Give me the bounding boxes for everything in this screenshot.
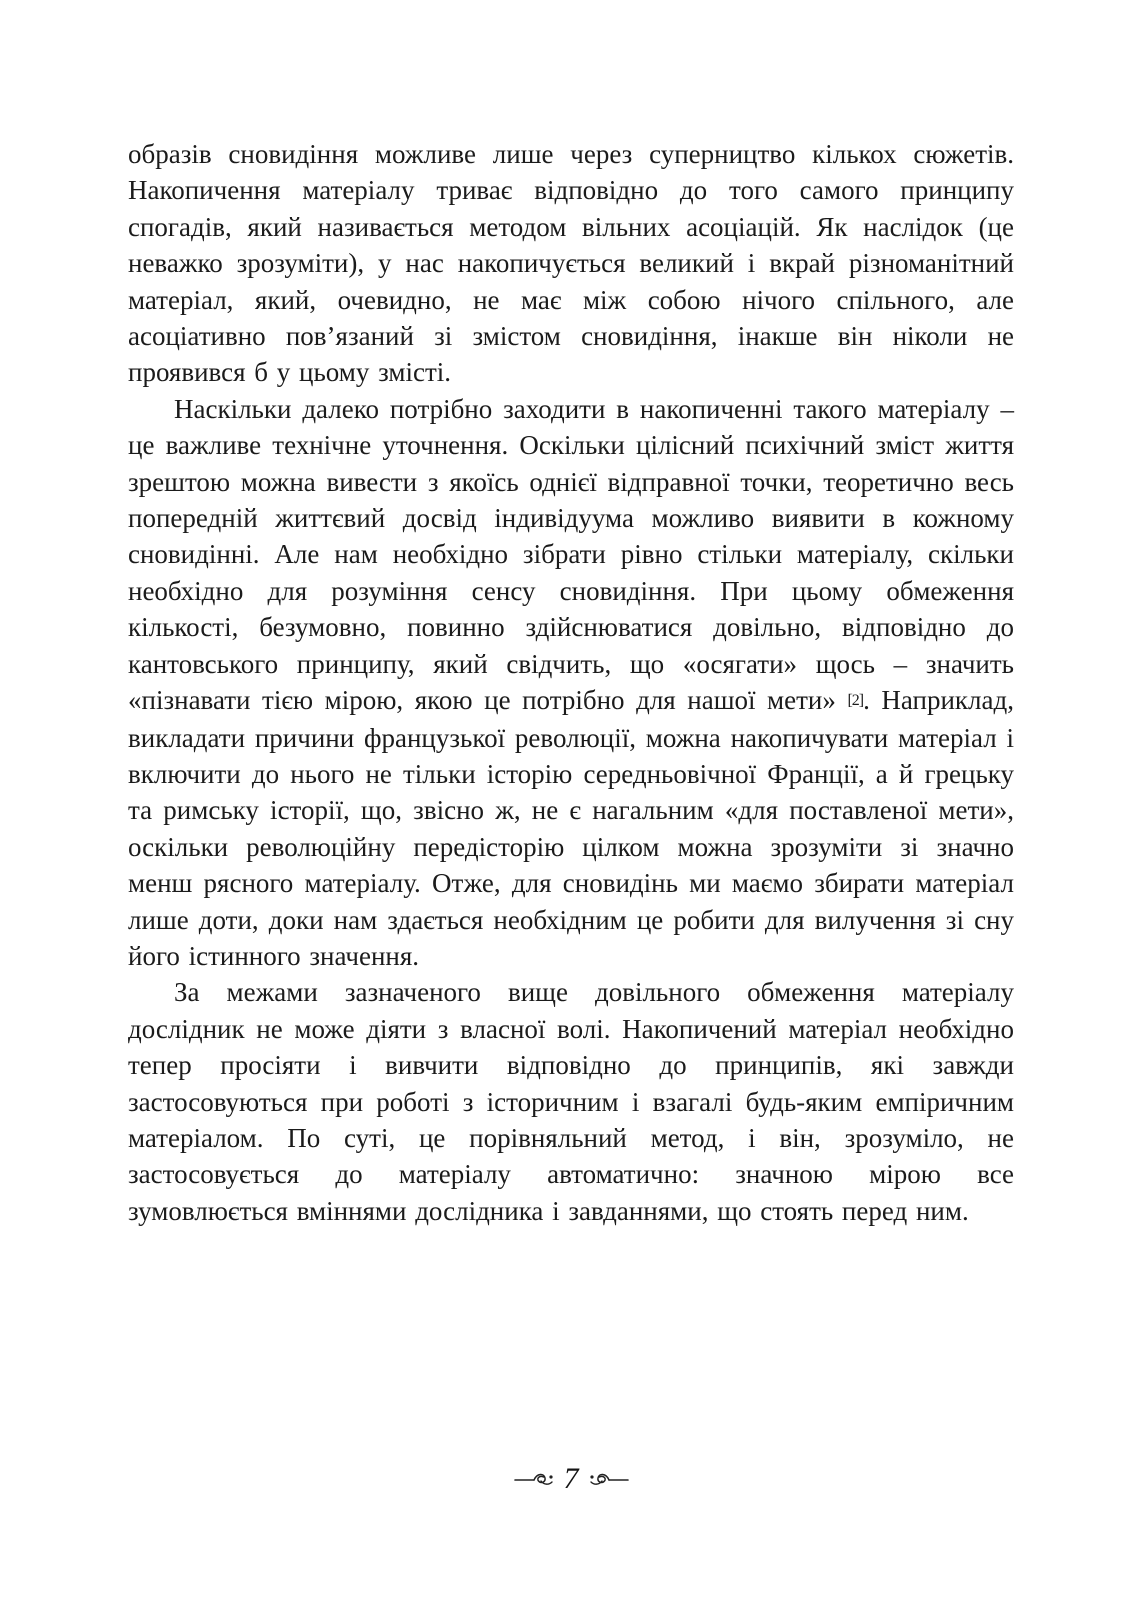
footnote-ref: [2] xyxy=(847,692,864,710)
paragraph-text: Наскільки далеко потрібно заходити в накопиченні такого матеріалу – це важливе технічне уточнення. Оскільки цілісний психічний зміст життя зрештою можна вивести з якоїсь однієї відправної точки, теоретично весь попередній життєвий досвід індивідуума можливо виявити в кожному сновидінні. Але нам необхідно зібрати рівно стільки матеріалу, скільки необхідно для розуміння сенсу сновидіння. При цьому обмеження кількості, безумовно, повинно здійснюватися довільно, відповідно до кантовського принципу, який свідчить, що «осягати» щось – значить «пізнавати тією мірою, якою це потрібно для нашої мети» xyxy=(128,393,1014,716)
page-number-group xyxy=(514,1462,629,1496)
paragraph-text: . Наприклад, викладати причини французької революції, можна накопичувати матеріал і включити до нього не тільки історію середньовічної Франції, а й грецьку та римську історії, що, звісно ж, не є нагальним «для поставленої мети», оскільки революційну передісторію цілком можна зрозуміти зі значно менш рясного матеріалу. Отже, для сновидінь ми маємо збирати матеріал лише доти, доки нам здається необхідним це робити для вилучення зі сну його істинного значення. xyxy=(128,685,1014,971)
paragraph: За межами зазначеного вище довільного обмеження матеріалу дослідник не може діяти з власної волі. Накопичений матеріал необхідно тепер просіяти і вивчити відповідно до принципів, які завжди застосовуються при роботі з історичним і взагалі будь-яким емпіричним матеріалом. По суті, це порівняльний метод, і він, зрозуміло, не застосовується до матеріалу автоматично: значною мірою все зумовлюється вміннями дослідника і завданнями, що стоять перед ним. xyxy=(128,977,1014,1226)
fleuron-right-icon xyxy=(589,1470,629,1488)
paragraph: образів сновидіння можливе лише через суперництво кількох сюжетів. Накопичення матеріалу триває відповідно до того самого принципу спогадів, який називається методом вільних асоціацій. Як наслідок (це неважко зрозуміти), у нас накопичується великий і вкрай різноманітний матеріал, який, очевидно, не має між собою нічого спільного, але асоціативно пов’язаний зі змістом сновидіння, інакше він ніколи не проявився б у цьому змісті. xyxy=(128,139,1014,388)
page-footer xyxy=(0,1462,1142,1496)
paragraph xyxy=(128,391,1014,975)
text-block xyxy=(128,136,1014,1229)
fleuron-left-icon xyxy=(514,1470,554,1488)
page-number: 7 xyxy=(563,1462,579,1495)
